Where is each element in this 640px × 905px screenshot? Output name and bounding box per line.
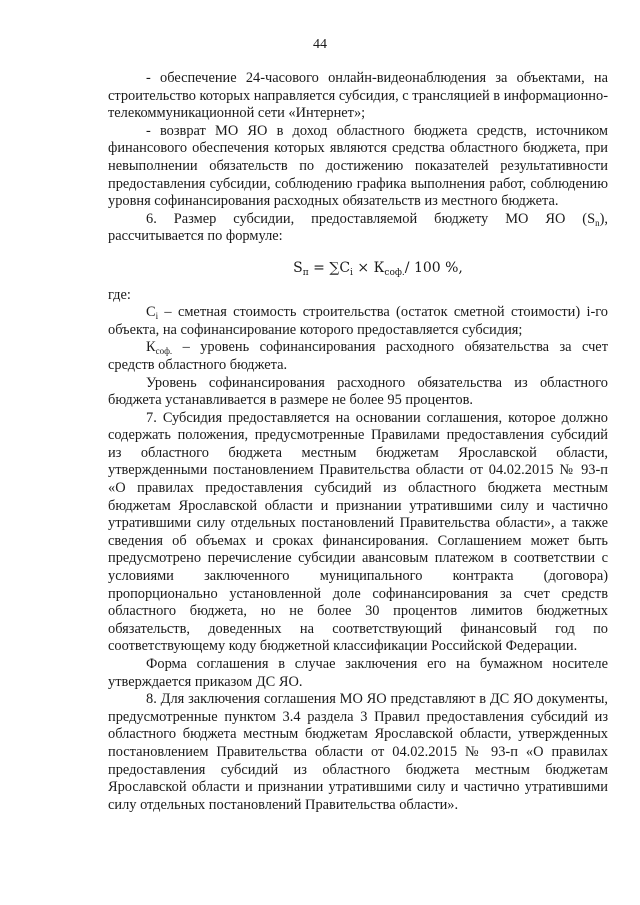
ksof-text: – уровень софинансирования расходного обязательства за счет средств областного бюджета. xyxy=(108,339,608,373)
formula-rest: / 100 %, xyxy=(404,259,463,276)
ci-sub: i xyxy=(155,311,159,322)
ksof-sub: соф. xyxy=(155,346,173,357)
formula-times: × К xyxy=(352,259,385,276)
document-body xyxy=(108,70,608,814)
paragraph-agreement-form: Форма соглашения в случае заключения его на бумажном носителе утверждается приказом ДС ЯО. xyxy=(108,656,608,690)
formula-sum: = ∑C xyxy=(308,259,351,276)
where-label: где: xyxy=(108,286,131,303)
page-number: 44 xyxy=(313,37,327,52)
p6-before: 6. Размер субсидии, предоставляемой бюджету МО ЯО (S xyxy=(146,210,596,227)
paragraph-refund-obligation: - возврат МО ЯО в доход областного бюджета средств, источником финансового обеспечения которых являются средства областного бюджета, при невыполнении обязательств по достижению показателей результативности предоставления субсидии, соблюдению графика выполнения работ, соблюдению уровня софинансирования расходных обязательств из местного бюджета. xyxy=(108,122,608,210)
formula-c-sub: i xyxy=(350,267,353,278)
definition-ksof xyxy=(108,339,608,374)
formula-lhs: S xyxy=(293,259,303,276)
ci-text: – сметная стоимость строительства (остаток сметной стоимости) i-го объекта, на софинансирование которого предоставляется субсидия; xyxy=(108,304,608,338)
p6-sub: n xyxy=(595,217,600,228)
paragraph-cofinancing-level: Уровень софинансирования расходного обязательства из областного бюджета устанавливается в размере не более 95 процентов. xyxy=(108,374,608,409)
paragraph-video-monitoring: - обеспечение 24-часового онлайн-видеонаблюдения за объектами, на строительство которых направляется субсидия, с трансляцией в информационно-телекоммуникационной сети «Интернет»; xyxy=(108,70,608,122)
subsidy-formula xyxy=(108,260,608,278)
ksof-symbol: К xyxy=(146,339,156,356)
paragraph-7-agreement: 7. Субсидия предоставляется на основании соглашения, которое должно содержать положения, предусмотренные Правилами предоставления субсидий из областного бюджета местным бюджетам Ярославской области, утвержденными постановлением Правительства области от 04.02.2015 № 93-п «О правилах предоставления субсидий из областного бюджета местным бюджетам Ярославской области и признании утратившими силу и частично утратившими силу отдельных постановлений Правительства области», а также сведения об объемах и сроках финансирования. Соглашением может быть предусмотрено перечисление субсидии авансовым платежом в соответствии с условиями заключенного муниципального контракта (договора) пропорционально установленной доле софинансирования за счет средств областного бюджета, но не более 30 процентов лимитов бюджетных обязательств, доведенных на соответствующий финансовый год по соответствующему коду бюджетной классификации Российской Федерации. xyxy=(108,409,608,655)
paragraph-8-documents: 8. Для заключения соглашения МО ЯО представляют в ДС ЯО документы, предусмотренные пунктом 3.4 раздела 3 Правил предоставления субсидий из областного бюджета местным бюджетам Ярославской области, утвержденных постановлением Правительства области от 04.02.2015 № 93-п «О правилах предоставления субсидий из областного бюджета местным бюджетам Ярославской области и признании утратившими силу и частично утратившими силу отдельных постановлений Правительства области». xyxy=(108,691,608,813)
paragraph-6-subsidy-size xyxy=(108,211,608,246)
ci-symbol: C xyxy=(146,304,156,321)
formula-lhs-sub: п xyxy=(302,267,309,278)
formula-k-sub: соф. xyxy=(384,267,405,278)
p6-after: ), рассчитывается по формуле: xyxy=(108,210,608,245)
definition-ci xyxy=(108,304,608,339)
